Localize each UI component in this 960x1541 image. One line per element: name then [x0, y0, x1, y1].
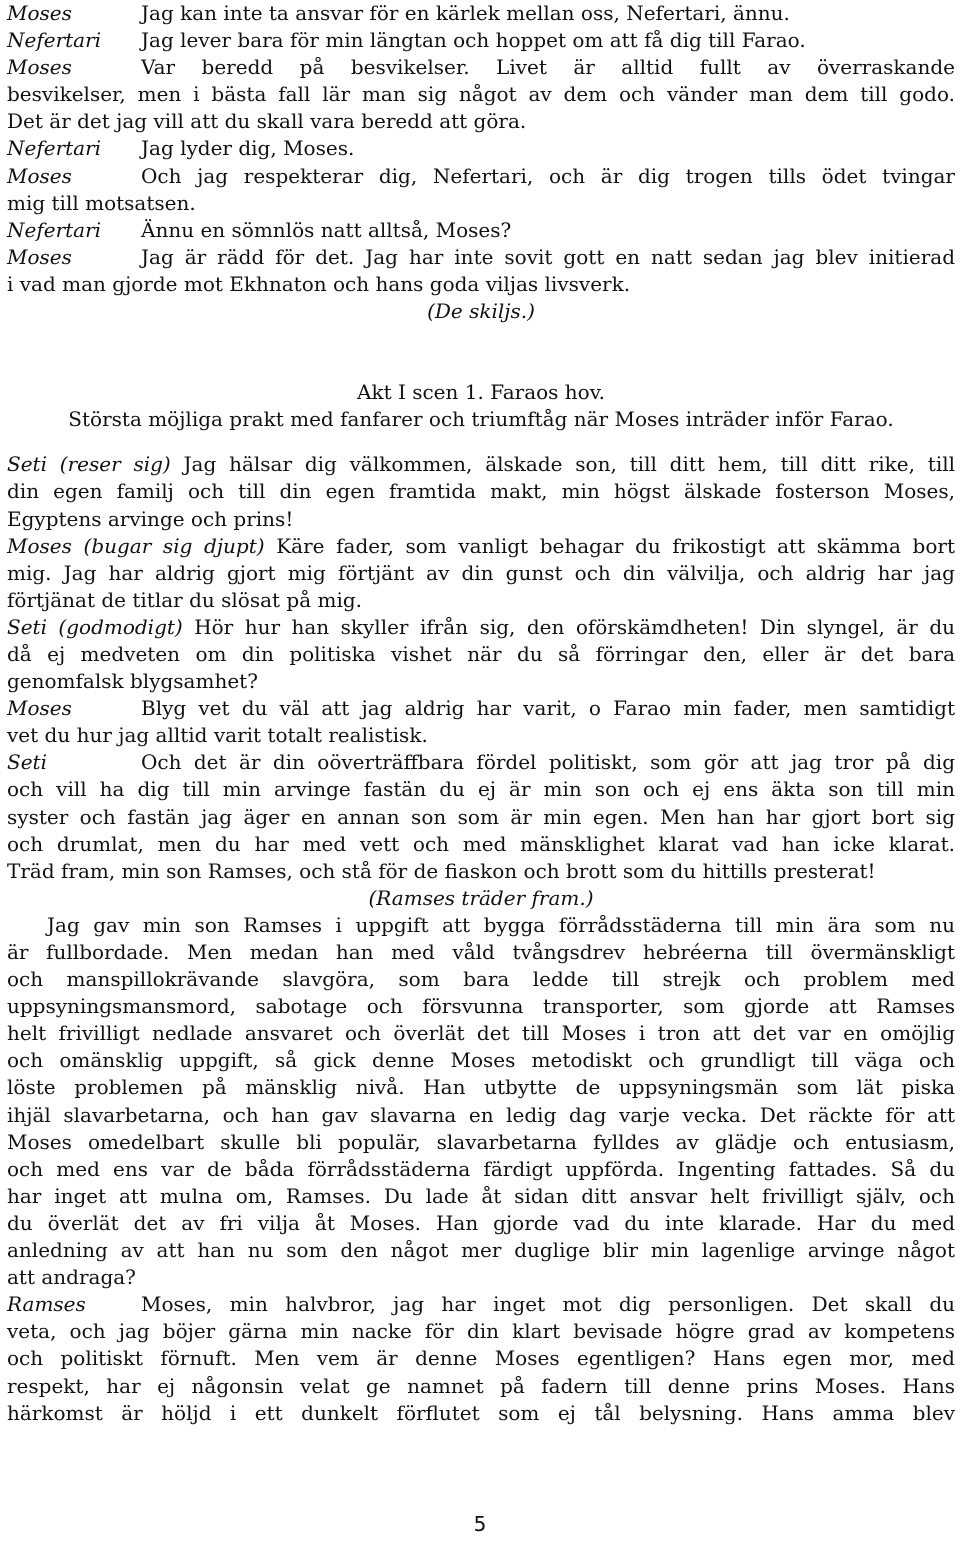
- dialogue-continuation: och drumlat, men du har med vett och med mänsklighet klarat vad han icke klarat.: [7, 831, 955, 856]
- dialogue-continuation: mig. Jag har aldrig gjort mig förtjänt av din gunst och din välvilja, och aldrig har jag: [7, 560, 955, 585]
- paragraph-line: uppsyningsmansmord, sabotage och försvunna transporter, som gjorde att Ramses: [7, 994, 955, 1019]
- dialogue-line: [7, 27, 955, 54]
- speaker-name: Seti: [7, 750, 47, 775]
- dialogue-continuation: syster och fastän jag äger en annan son som är min egen. Men han har gjort bort sig: [7, 804, 955, 829]
- paragraph-first-line: [7, 912, 955, 939]
- dialogue-continuation: och politiskt förnuft. Men vem är denne Moses egentligen? Hans egen mor, med: [7, 1346, 955, 1371]
- dialogue-line: [7, 695, 955, 722]
- dialogue-text: Jag lever bara för min längtan och hoppet om att få dig till Farao.: [141, 28, 806, 53]
- dialogue-text: Blyg vet du väl att jag aldrig har varit, o Farao min fader, men samtidigt: [141, 696, 955, 721]
- speaker-name: Moses: [7, 1, 72, 25]
- dialogue-text: Moses, min halvbror, jag har inget mot dig personligen. Det skall du: [141, 1292, 955, 1317]
- dialogue-continuation: genomfalsk blygsamhet?: [7, 669, 258, 694]
- dialogue-text: Och jag respekterar dig, Nefertari, och är dig trogen tills ödet tvingar: [141, 163, 955, 188]
- paragraph-line: Moses omedelbart skulle bli populär, slavarbetarna fylldes av glädje och entusiasm,: [7, 1129, 955, 1154]
- dialogue-line: [7, 54, 955, 81]
- dialogue-text: Hör hur han skyller ifrån sig, den oförskämdheten! Din slyngel, är du: [182, 614, 956, 639]
- stage-direction: (De skiljs.): [427, 299, 535, 324]
- dialogue-line: [7, 614, 955, 641]
- dialogue-text: Jag kan inte ta ansvar för en kärlek mellan oss, Nefertari, ännu.: [141, 1, 790, 25]
- dialogue-line: [7, 533, 955, 560]
- page-number: 5: [473, 1512, 487, 1536]
- dialogue-continuation: och vill ha dig till min arvinge fastän du ej är min son och ej ens äkta son till min: [7, 777, 955, 802]
- dialogue-text: Ännu en sömnlös natt alltså, Moses?: [141, 217, 512, 242]
- dialogue-continuation: vet du hur jag alltid varit totalt realistisk.: [7, 723, 428, 748]
- dialogue-line: [7, 244, 955, 271]
- speaker-name: Ramses: [7, 1292, 86, 1317]
- paragraph-line: löste problemen på mänsklig nivå. Han utbytte de uppsyningsmän som lät piska: [7, 1075, 955, 1100]
- paragraph-line: har inget att mulna om, Ramses. Du lade åt sidan ditt ansvar helt frivilligt själv, och: [7, 1183, 955, 1208]
- document-page: [7, 0, 955, 1427]
- speaker-name: Nefertari: [7, 217, 102, 242]
- dialogue-continuation: förtjänat de titlar du slösat på mig.: [7, 587, 362, 612]
- paragraph-line: och omänsklig uppgift, så gick denne Moses metodiskt och grundligt till väga och: [7, 1048, 955, 1073]
- spacer: [7, 325, 955, 379]
- scene-description: Största möjliga prakt med fanfarer och triumftåg när Moses inträder inför Farao.: [68, 407, 894, 432]
- spacer: [7, 433, 955, 451]
- speaker-name: Moses (bugar sig djupt): [7, 533, 265, 558]
- speaker-name: Moses: [7, 55, 72, 80]
- dialogue-text: Jag är rädd för det. Jag har inte sovit gott en natt sedan jag blev initierad: [141, 244, 955, 269]
- dialogue-text: Jag gav min son Ramses i uppgift att bygga förrådsstäderna till min ära som nu: [47, 912, 955, 937]
- dialogue-text: Och det är din oöverträffbara fördel politiskt, som gör att jag tror på dig: [141, 750, 955, 775]
- paragraph-line: är fullbordade. Men medan han med våld tvångsdrev hebréerna till övermänskligt: [7, 940, 955, 964]
- paragraph-line: anledning av att han nu som den något mer duglige blir min lagenlige arvinge något: [7, 1238, 955, 1263]
- dialogue-continuation: då ej medveten om din politiska vishet när du så förringar den, eller är det bara: [7, 641, 955, 666]
- dialogue-continuation: besvikelser, men i bästa fall lär man sig något av dem och vänder man dem till godo.: [7, 82, 955, 107]
- dialogue-continuation: mig till motsatsen.: [7, 190, 196, 215]
- dialogue-continuation: Egyptens arvinge och prins!: [7, 506, 294, 531]
- dialogue-text: Käre fader, som vanligt behagar du frikostigt att skämma bort: [264, 533, 956, 558]
- stage-direction: (Ramses träder fram.): [368, 885, 594, 910]
- speaker-name: Seti (reser sig): [7, 452, 171, 477]
- dialogue-line: [7, 217, 955, 244]
- dialogue-line: [7, 0, 955, 27]
- speaker-name: Nefertari: [7, 136, 102, 161]
- dialogue-continuation: Det är det jag vill att du skall vara beredd att göra.: [7, 109, 527, 134]
- dialogue-continuation: härkomst är höljd i ett dunkelt förflutet som ej tål belysning. Hans amma blev: [7, 1400, 955, 1425]
- dialogue-line: [7, 451, 955, 478]
- paragraph-line: helt frivilligt nedlade ansvaret och överlät det till Moses i tron att det var en omöjlig: [7, 1021, 955, 1046]
- paragraph-line: att andraga?: [7, 1265, 136, 1290]
- speaker-name: Moses: [7, 696, 72, 721]
- dialogue-line: [7, 163, 955, 190]
- paragraph-line: du överlät det av fri vilja åt Moses. Han gjorde vad du inte klarade. Har du med: [7, 1210, 955, 1235]
- dialogue-continuation: din egen familj och till din egen framtida makt, min högst älskade fosterson Moses,: [7, 479, 955, 504]
- paragraph-line: och manspillokrävande slavgöra, som bara ledde till strejk och problem med: [7, 967, 955, 992]
- dialogue-continuation: i vad man gjorde mot Ekhnaton och hans goda viljas livsverk.: [7, 271, 631, 296]
- dialogue-continuation: respekt, har ej någonsin velat ge namnet på fadern till denne prins Moses. Hans: [7, 1373, 955, 1398]
- scene-heading: Akt I scen 1. Faraos hov.: [357, 380, 605, 405]
- dialogue-line: [7, 135, 955, 162]
- dialogue-line: [7, 749, 955, 776]
- paragraph-line: och med ens var de båda förrådsstäderna färdigt uppförda. Ingenting fattades. Så du: [7, 1156, 955, 1181]
- dialogue-text: Var beredd på besvikelser. Livet är alltid fullt av överraskande: [141, 55, 955, 80]
- paragraph-line: ihjäl slavarbetarna, och han gav slavarna en ledig dag varje vecka. Det räckte för att: [7, 1102, 955, 1127]
- speaker-name: Nefertari: [7, 28, 102, 53]
- dialogue-continuation: veta, och jag böjer gärna min nacke för din klart bevisade högre grad av kompetens: [7, 1319, 955, 1344]
- dialogue-text: Jag hälsar dig välkommen, älskade son, till ditt hem, till ditt rike, till: [170, 452, 956, 477]
- dialogue-line: [7, 1291, 955, 1318]
- dialogue-continuation: Träd fram, min son Ramses, och stå för de fiaskon och brott som du hittills presterat!: [7, 858, 876, 883]
- dialogue-text: Jag lyder dig, Moses.: [141, 136, 355, 161]
- speaker-name: Moses: [7, 244, 72, 269]
- speaker-name: Moses: [7, 163, 72, 188]
- speaker-name: Seti (godmodigt): [7, 614, 183, 639]
